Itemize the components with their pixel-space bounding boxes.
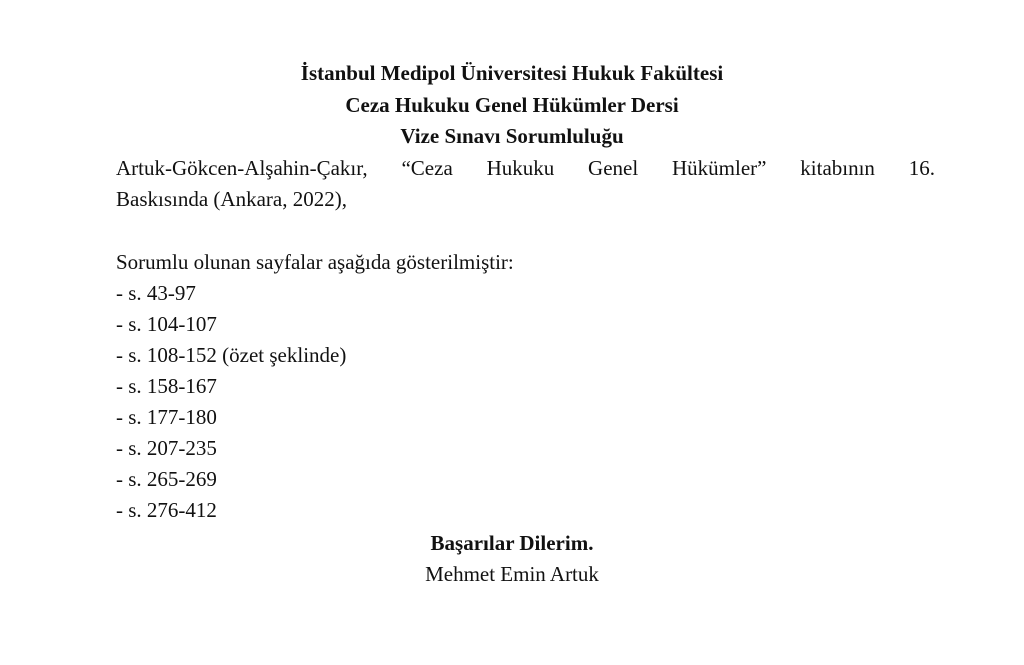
page-range-item: - s. 108-152 (özet şeklinde) [116, 343, 347, 367]
title-exam: Vize Sınavı Sorumluluğu [400, 124, 624, 148]
page-range-item: - s. 158-167 [116, 374, 217, 398]
closing-text: Başarılar Dilerim. [430, 531, 594, 555]
page-range-item: - s. 207-235 [116, 436, 217, 460]
signature-name: Mehmet Emin Artuk [425, 562, 599, 586]
intro-line-2: Baskısında (Ankara, 2022), [116, 187, 347, 211]
pages-heading: Sorumlu olunan sayfalar aşağıda gösterilmiştir: [116, 250, 514, 274]
title-university: İstanbul Medipol Üniversitesi Hukuk Fakültesi [300, 61, 724, 85]
page-range-item: - s. 43-97 [116, 281, 196, 305]
page-range-item: - s. 177-180 [116, 405, 217, 429]
intro-line-1: Artuk-Gökcen-Alşahin-Çakır, “Ceza Hukuku Genel Hükümler” kitabının 16. [116, 156, 935, 180]
page-range-item: - s. 265-269 [116, 467, 217, 491]
page-range-item: - s. 104-107 [116, 312, 217, 336]
page-range-item: - s. 276-412 [116, 498, 217, 522]
title-course: Ceza Hukuku Genel Hükümler Dersi [345, 93, 679, 117]
